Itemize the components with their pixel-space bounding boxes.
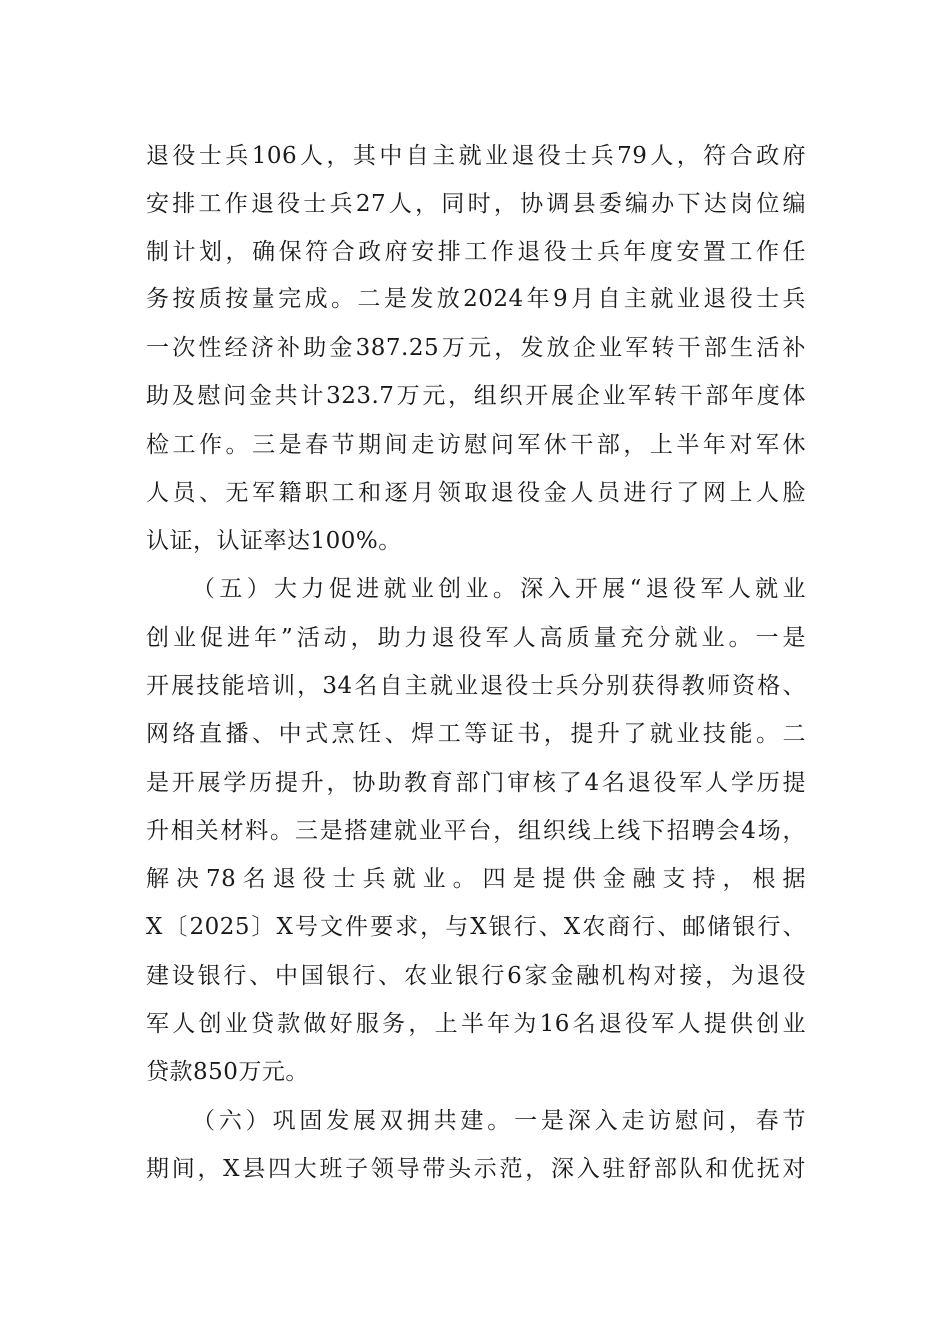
text-line: 创业促进年”活动，助力退役军人高质量充分就业。一是 [146,625,806,651]
text-line: 开展技能培训，34名自主就业退役士兵分别获得教师资格、 [146,673,806,699]
text-line: 升相关材料。三是搭建就业平台，组织线上线下招聘会4场， [146,818,806,844]
text-line: X〔2025〕X号文件要求，与X银行、X农商行、邮储银行、 [146,914,806,940]
section-heading-line: （五）大力促进就业创业。深入开展“退役军人就业 [192,576,806,602]
text-line: 检工作。三是春节期间走访慰问军休干部，上半年对军休 [146,432,806,458]
text-line: 期间，X县四大班子领导带头示范，深入驻舒部队和优抚对 [146,1156,806,1182]
text-line: 助及慰问金共计323.7万元，组织开展企业军转干部年度体 [146,383,806,409]
text-line: 认证，认证率达100%。 [146,528,402,554]
text-line: 安排工作退役士兵27人，同时，协调县委编办下达岗位编 [146,191,806,217]
text-line: 制计划，确保符合政府安排工作退役士兵年度安置工作任 [146,239,806,265]
text-line: 解决78名退役士兵就业。四是提供金融支持，根据 [146,866,806,892]
text-line: 建设银行、中国银行、农业银行6家金融机构对接，为退役 [146,963,806,989]
section-heading-line: （六）巩固发展双拥共建。一是深入走访慰问，春节 [192,1108,806,1134]
text-line: 军人创业贷款做好服务，上半年为16名退役军人提供创业 [146,1011,806,1037]
text-line: 人员、无军籍职工和逐月领取退役金人员进行了网上人脸 [146,480,806,506]
text-line: 务按质按量完成。二是发放2024年9月自主就业退役士兵 [146,286,806,312]
text-line: 退役士兵106人，其中自主就业退役士兵79人，符合政府 [146,143,806,169]
text-line: 是开展学历提升，协助教育部门审核了4名退役军人学历提 [146,770,806,796]
text-line: 贷款850万元。 [146,1059,309,1085]
text-line: 网络直播、中式烹饪、焊工等证书，提升了就业技能。二 [146,721,806,747]
text-line: 一次性经济补助金387.25万元，发放企业军转干部生活补 [146,335,806,361]
